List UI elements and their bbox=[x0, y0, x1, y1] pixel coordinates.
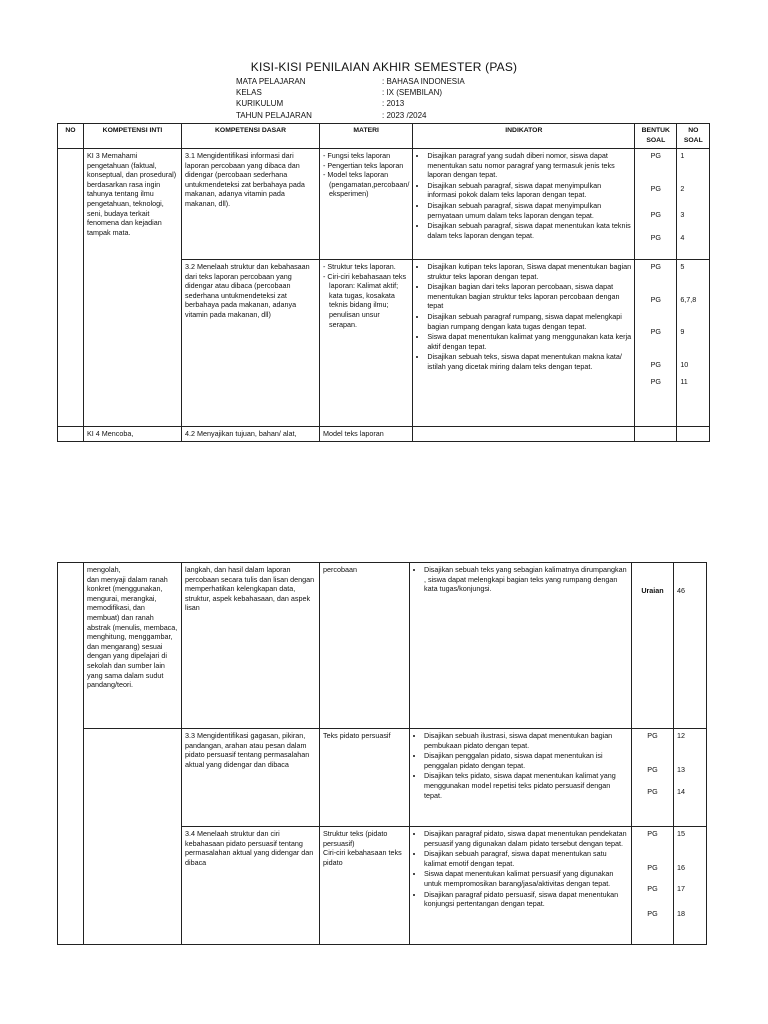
meta-key: KELAS bbox=[236, 88, 262, 98]
indikator-item: • Disajikan kutipan teks laporan, Siswa dapat menentukan bagian struktur teks laporan dengan tepat. bbox=[427, 262, 631, 281]
indikator-item: • Siswa dapat menentukan kalimat persuasif yang digunakan untuk mempromosikan barang/jasa/aktivitas dengan tepat. bbox=[424, 869, 628, 888]
nomor-soal: 5 bbox=[680, 262, 685, 271]
nomor-soal: 13 bbox=[677, 764, 685, 774]
bentuk-soal: PG bbox=[647, 764, 658, 774]
table-row-kd-4-2 bbox=[58, 563, 707, 729]
bentuk-soal: PG bbox=[650, 294, 661, 304]
bentuk-soal: Uraian bbox=[641, 586, 664, 595]
cell-materi-4-2-start: Model teks laporan bbox=[320, 427, 413, 442]
nomor-soal: 4 bbox=[680, 232, 685, 242]
document-meta bbox=[236, 76, 465, 121]
indikator-item: • Disajikan sebuah paragraf, siswa dapat menyimpulkan informasi pokok dalam teks laporan dengan tepat. bbox=[427, 181, 631, 200]
nomor-soal: 3 bbox=[680, 210, 685, 220]
indikator-item: • Disajikan sebuah paragraf, siswa dapat menentukan satu kalimat emotif dengan tepat. bbox=[424, 849, 628, 868]
page-title: KISI-KISI PENILAIAN AKHIR SEMESTER (PAS) bbox=[250, 60, 518, 74]
header-kompetensi-inti: KOMPETENSI INTI bbox=[84, 124, 182, 149]
indikator-item: • Disajikan sebuah paragraf rumpang, siswa dapat melengkapi bagian rumpang dengan kata tugas dengan tepat. bbox=[427, 312, 631, 331]
cell-ki-3: KI 3 Memahami pengetahuan (faktual, konseptual, dan prosedural) berdasarkan rasa ingin tahunya tentang ilmu pengetahuan, teknologi, seni, budaya terkait fenomena dan kejadian tampak mata. bbox=[84, 149, 182, 427]
cell-bentuk-empty bbox=[635, 427, 677, 442]
indikator-item: • Disajikan sebuah paragraf, siswa dapat menentukan kata teknis dalam teks laporan dengan tepat. bbox=[427, 221, 631, 240]
cell-indikator-3-1 bbox=[413, 149, 635, 260]
header-bentuk-soal: BENTUK SOAL bbox=[635, 124, 677, 149]
nomor-soal: 16 bbox=[677, 862, 685, 872]
cell-indikator-3-4 bbox=[410, 827, 632, 945]
header-indikator: INDIKATOR bbox=[413, 124, 635, 149]
meta-row-kelas bbox=[236, 87, 465, 98]
header-row bbox=[58, 124, 710, 149]
cell-materi-4-2-cont: percobaan bbox=[320, 563, 410, 729]
cell-bentuk-3-3 bbox=[632, 729, 674, 827]
meta-row-kurikulum bbox=[236, 98, 465, 109]
cell-materi-3-1 bbox=[320, 149, 413, 260]
table-row-kd-3-3 bbox=[58, 729, 707, 827]
header-no: NO bbox=[58, 124, 84, 149]
header-kompetensi-dasar: KOMPETENSI DASAR bbox=[182, 124, 320, 149]
cell-kd-3-1: 3.1 Mengidentifikasi informasi dari laporan percobaan yang dibaca dan didengar (percobaan sederhana untukmendeteksi zat berbahaya pada makanan, adanya vitamin pada makanan, dll). bbox=[182, 149, 320, 260]
nomor-soal: 46 bbox=[677, 586, 685, 595]
cell-nosoal-3-3 bbox=[674, 729, 707, 827]
meta-key: TAHUN PELAJARAN bbox=[236, 110, 312, 120]
bentuk-soal: PG bbox=[647, 787, 658, 797]
nomor-soal: 6,7,8 bbox=[680, 294, 697, 304]
indikator-item: • Disajikan bagian dari teks laporan percobaan, siswa dapat menentukan bagian struktur teks laporan percobaan dengan tepat bbox=[427, 282, 631, 311]
meta-row-mapel bbox=[236, 76, 465, 87]
indikator-item: • Disajikan penggalan pidato, siswa dapat menentukan isi penggalan pidato dengan tepat. bbox=[424, 751, 628, 770]
indikator-item: • Disajikan sebuah teks yang sebagian kalimatnya dirumpangkan , siswa dapat melengkapi bagian teks yang rumpang dengan kata tugas/konjungsi. bbox=[424, 565, 628, 594]
cell-bentuk-4-2 bbox=[632, 563, 674, 729]
nomor-soal: 14 bbox=[677, 787, 685, 797]
cell-kd-3-3: 3.3 Mengidentifikasi gagasan, pikiran, pandangan, arahan atau pesan dalam pidato persuasif tentang permasalahan aktual yang didengar dan dibaca bbox=[182, 729, 320, 827]
cell-indikator-4-2 bbox=[410, 563, 632, 729]
materi-item: - Model teks laporan (pengamatan,percobaan/ eksperimen) bbox=[323, 170, 409, 199]
indikator-item: • Siswa dapat menentukan kalimat yang menggunakan kata kerja aktif dengan tepat. bbox=[427, 332, 631, 351]
cell-materi-3-4: Struktur teks (pidato persuasif) Ciri-ciri kebahasaan teks pidato bbox=[320, 827, 410, 945]
cell-ki-empty bbox=[84, 729, 182, 945]
kisi-kisi-table-part-2 bbox=[57, 562, 707, 945]
cell-bentuk-3-4 bbox=[632, 827, 674, 945]
nomor-soal: 2 bbox=[680, 183, 685, 193]
indikator-item: • Disajikan teks pidato, siswa dapat menentukan kalimat yang menggunakan model repetisi teks pidato persuasif dengan tepat. bbox=[424, 771, 628, 800]
bentuk-soal: PG bbox=[650, 262, 661, 271]
table-row-kd-3-1 bbox=[58, 149, 710, 260]
materi-item: - Fungsi teks laporan bbox=[323, 151, 409, 161]
meta-value: : BAHASA INDONESIA bbox=[382, 77, 465, 86]
cell-no bbox=[58, 427, 84, 442]
materi-item: - Pengertian teks laporan bbox=[323, 161, 409, 171]
materi-item: - Struktur teks laporan. bbox=[323, 262, 409, 272]
cell-bentuk-3-1 bbox=[635, 149, 677, 260]
meta-value: : 2023 /2024 bbox=[382, 110, 427, 120]
meta-key: KURIKULUM bbox=[236, 99, 284, 109]
cell-nosoal-3-2 bbox=[677, 260, 710, 427]
bentuk-soal: PG bbox=[647, 731, 658, 740]
nomor-soal: 17 bbox=[677, 884, 685, 894]
bentuk-soal: PG bbox=[650, 210, 661, 220]
cell-kd-3-2: 3.2 Menelaah struktur dan kebahasaan dari teks laporan percobaan yang didengar atau dibaca (percobaan sederhana untukmendeteksi zat berbahaya pada makanan, adanya vitamin pada makanan, dll) bbox=[182, 260, 320, 427]
cell-indikator-empty bbox=[413, 427, 635, 442]
cell-kd-3-4: 3.4 Menelaah struktur dan ciri kebahasaan pidato persuasif tentang permasalahan aktual yang didengar dan dibaca bbox=[182, 827, 320, 945]
meta-row-tahun bbox=[236, 110, 465, 121]
indikator-item: • Disajikan paragraf pidato persuasif, siswa dapat menentukan konjungsi pertentangan dengan tepat. bbox=[424, 890, 628, 909]
meta-value: : 2013 bbox=[382, 99, 405, 109]
bentuk-soal: PG bbox=[647, 884, 658, 894]
cell-kd-4-2-cont: langkah, dan hasil dalam laporan percobaan secara tulis dan lisan dengan memperhatikan kelengkapan data, struktur, aspek kebahasaan, dan aspek lisan bbox=[182, 563, 320, 729]
bentuk-soal: PG bbox=[647, 829, 658, 838]
bentuk-soal: PG bbox=[647, 862, 658, 872]
table-row-ki-4-start bbox=[58, 427, 710, 442]
indikator-item: • Disajikan paragraf yang sudah diberi nomor, siswa dapat menentukan satu nomor paragraf yang termasuk jenis teks laporan dengan tepat. bbox=[427, 151, 631, 180]
cell-ki-4-start: KI 4 Mencoba, bbox=[84, 427, 182, 442]
cell-nosoal-3-4 bbox=[674, 827, 707, 945]
bentuk-soal: PG bbox=[650, 232, 661, 242]
cell-nosoal-3-1 bbox=[677, 149, 710, 260]
cell-materi-3-3: Teks pidato persuasif bbox=[320, 729, 410, 827]
nomor-soal: 18 bbox=[677, 908, 685, 918]
bentuk-soal: PG bbox=[650, 327, 661, 337]
cell-nosoal-empty bbox=[677, 427, 710, 442]
header-materi: MATERI bbox=[320, 124, 413, 149]
meta-key: MATA PELAJARAN bbox=[236, 77, 306, 86]
cell-no bbox=[58, 563, 84, 945]
nomor-soal: 11 bbox=[680, 377, 688, 387]
indikator-item: • Disajikan paragraf pidato, siswa dapat menentukan pendekatan persuasif yang digunakan dalam pidato tersebut dengan tepat. bbox=[424, 829, 628, 848]
meta-value: : IX (SEMBILAN) bbox=[382, 88, 443, 98]
cell-ki-4-cont: mengolah, dan menyaji dalam ranah konkret (menggunakan, mengurai, merangkai, memodifikasi, dan membuat) dan ranah abstrak (menulis, membaca, menghitung, menggambar, dan mengarang) sesuai dengan yang dipelajari di sekolah dan sumber lain yang sama dalam sudut pandang/teori. bbox=[84, 563, 182, 729]
indikator-item: • Disajikan sebuah ilustrasi, siswa dapat menentukan bagian pembukaan pidato dengan tepat. bbox=[424, 731, 628, 750]
bentuk-soal: PG bbox=[650, 359, 661, 369]
materi-item: - Ciri-ciri kebahasaan teks laporan: Kalimat aktif; kata tugas, kosakata teknis bidang ilmu; penulisan unsur serapan. bbox=[323, 272, 409, 330]
indikator-item: • Disajikan sebuah teks, siswa dapat menentukan makna kata/ istilah yang dicetak miring dalam teks dengan tepat. bbox=[427, 352, 631, 371]
cell-indikator-3-2 bbox=[413, 260, 635, 427]
cell-no bbox=[58, 149, 84, 427]
nomor-soal: 12 bbox=[677, 731, 685, 740]
bentuk-soal: PG bbox=[650, 151, 661, 160]
bentuk-soal: PG bbox=[650, 183, 661, 193]
nomor-soal: 1 bbox=[680, 151, 685, 160]
nomor-soal: 15 bbox=[677, 829, 685, 838]
cell-kd-4-2-start: 4.2 Menyajikan tujuan, bahan/ alat, bbox=[182, 427, 320, 442]
indikator-item: • Disajikan sebuah paragraf, siswa dapat menyimpulkan pernyataan umum dalam teks laporan dengan tepat. bbox=[427, 201, 631, 220]
bentuk-soal: PG bbox=[647, 908, 658, 918]
cell-bentuk-3-2 bbox=[635, 260, 677, 427]
cell-materi-3-2 bbox=[320, 260, 413, 427]
header-no-soal: NO SOAL bbox=[677, 124, 710, 149]
bentuk-soal: PG bbox=[650, 377, 661, 387]
cell-indikator-3-3 bbox=[410, 729, 632, 827]
nomor-soal: 9 bbox=[680, 327, 685, 337]
nomor-soal: 10 bbox=[680, 359, 689, 369]
kisi-kisi-table-part-1 bbox=[57, 123, 710, 442]
cell-nosoal-4-2 bbox=[674, 563, 707, 729]
